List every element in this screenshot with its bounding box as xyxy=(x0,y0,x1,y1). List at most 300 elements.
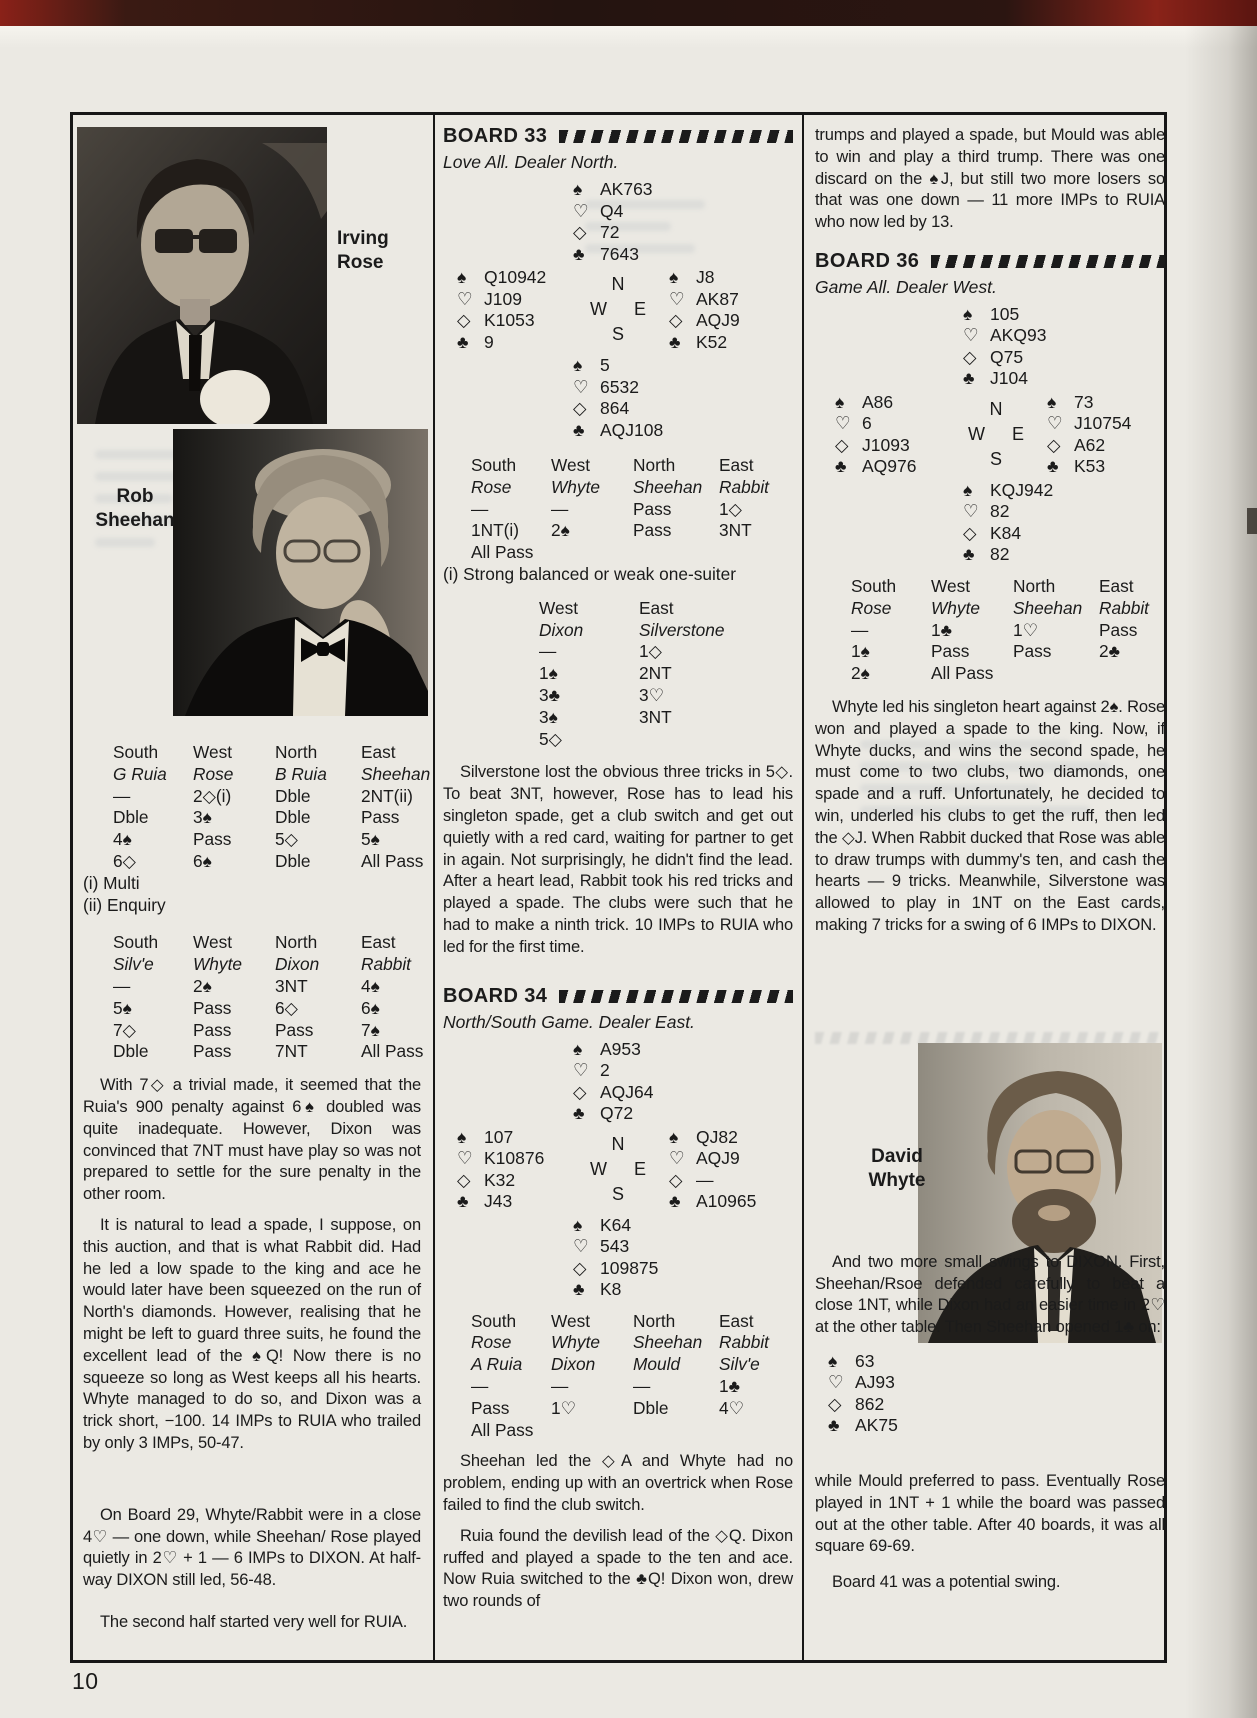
card-values: AQ976 xyxy=(862,456,917,477)
suit-row xyxy=(828,1415,1165,1437)
auction-cell: — xyxy=(539,641,557,662)
auction-cell: Pass xyxy=(633,498,672,519)
suit-row xyxy=(573,1279,793,1301)
card-values: AK763 xyxy=(600,179,653,199)
auction-cell xyxy=(1013,663,1099,685)
auction-bid-row xyxy=(113,976,421,998)
auction-cell: 7◇ xyxy=(113,1019,136,1040)
auction-footnote: (i) Strong balanced or weak one-suiter xyxy=(443,563,736,584)
auction-cell: North xyxy=(1013,575,1056,596)
auction-cell: Rabbit xyxy=(719,476,769,497)
diamond-icon: ◇ xyxy=(573,398,587,418)
suit-row xyxy=(573,1039,793,1061)
auction-cell: Rose xyxy=(471,1332,512,1353)
card-values: A10965 xyxy=(696,1191,757,1212)
auction-cell: 3NT xyxy=(719,520,752,541)
card-values: Q10942 xyxy=(484,267,547,287)
auction-cell: 6◇ xyxy=(113,850,136,871)
heart-icon: ♡ xyxy=(457,1148,473,1169)
deal-north xyxy=(573,1039,793,1125)
card-values: J10754 xyxy=(1074,413,1132,434)
auction-table-room1 xyxy=(83,742,431,916)
auction-cell: Pass xyxy=(193,829,232,850)
suit-row xyxy=(669,332,740,354)
card-values: 5 xyxy=(600,355,610,375)
north-hand xyxy=(573,179,793,265)
compass-east: E xyxy=(633,1158,646,1179)
board-36-header xyxy=(815,250,1165,273)
auction-bid-row xyxy=(113,786,421,808)
south-hand xyxy=(963,480,1165,566)
club-icon: ♣ xyxy=(457,331,469,352)
auction-cell: North xyxy=(275,932,318,953)
club-icon: ♣ xyxy=(573,1103,585,1124)
auction-cell: Pass xyxy=(1013,641,1052,662)
compass-west: W xyxy=(590,1158,607,1179)
auction-cell: 7♠ xyxy=(361,1019,380,1040)
board-33-conditions: Love All. Dealer North. xyxy=(443,152,619,172)
auction-cell: — xyxy=(633,1375,651,1396)
auction-cell: Rabbit xyxy=(719,1332,769,1353)
auction-header-row xyxy=(113,742,421,764)
auction-cell: Pass xyxy=(193,997,232,1018)
auction-cell: Dixon xyxy=(551,1354,596,1375)
auction-cell: 6◇ xyxy=(275,997,298,1018)
spade-icon: ♠ xyxy=(457,1126,467,1147)
heart-icon: ♡ xyxy=(1047,413,1063,434)
diamond-icon: ◇ xyxy=(835,434,849,455)
paragraph: while Mould preferred to pass. Eventually Rose played in 1NT + 1 while the board was passed out at the other table. After 40 boards, it was all square 69-69. xyxy=(815,1471,1165,1556)
auction-cell: West xyxy=(539,597,579,618)
compass-east: E xyxy=(1011,423,1024,444)
auction-cell xyxy=(633,1420,719,1442)
auction-players-row xyxy=(113,763,431,786)
auction-cell: North xyxy=(275,742,318,762)
paragraph: Board 41 was a potential swing. xyxy=(832,1573,1061,1592)
auction-bid-row xyxy=(539,685,793,707)
auction-bid-row xyxy=(539,729,793,751)
auction-table-board-33-open xyxy=(443,455,793,586)
auction-cell: — xyxy=(471,1375,489,1396)
club-icon: ♣ xyxy=(457,1191,469,1212)
heart-icon: ♡ xyxy=(573,1060,589,1081)
card-values: AQJ9 xyxy=(696,310,740,330)
card-values: K1053 xyxy=(484,310,535,330)
heart-icon: ♡ xyxy=(963,325,979,346)
suit-row xyxy=(835,392,967,414)
auction-cell: 2NT xyxy=(639,663,672,684)
card-values: Q75 xyxy=(990,346,1024,367)
card-values: Q72 xyxy=(600,1103,634,1124)
spade-icon: ♠ xyxy=(669,267,679,287)
deal-middle-row xyxy=(815,392,1165,478)
page-number: 10 xyxy=(72,1668,99,1694)
spade-icon: ♠ xyxy=(669,1126,679,1147)
diamond-icon: ◇ xyxy=(1047,434,1061,455)
suit-row xyxy=(457,332,589,354)
card-values: QJ82 xyxy=(696,1126,738,1147)
card-values: 72 xyxy=(600,222,620,242)
auction-bid-row xyxy=(471,1398,793,1420)
board-36-title: BOARD 36 xyxy=(815,249,920,272)
spade-icon: ♠ xyxy=(573,1038,583,1059)
auction-cell: Rose xyxy=(851,597,892,618)
auction-header-row xyxy=(113,932,421,954)
auction-cell xyxy=(551,542,633,564)
suit-row xyxy=(828,1351,1165,1373)
auction-cell: Sheehan xyxy=(1013,597,1083,618)
east-hand xyxy=(669,267,740,353)
card-values: K10876 xyxy=(484,1148,545,1169)
card-values: AKQ93 xyxy=(990,325,1047,346)
suit-row xyxy=(963,523,1165,545)
auction-bid-row xyxy=(471,1420,793,1442)
card-values: A62 xyxy=(1074,434,1106,455)
card-values: KQJ942 xyxy=(990,479,1054,500)
compass-west-east xyxy=(589,297,647,322)
auction-cell: 1♣ xyxy=(931,619,952,640)
auction-cell: East xyxy=(361,742,396,762)
auction-cell: All Pass xyxy=(361,1041,424,1062)
diamond-icon: ◇ xyxy=(828,1393,842,1414)
spade-icon: ♠ xyxy=(573,1214,583,1235)
auction-cell: West xyxy=(551,1310,591,1331)
auction-cell xyxy=(551,1420,633,1442)
caption-line: Sheehan xyxy=(95,510,175,531)
auction-cell: 3♣ xyxy=(539,684,560,705)
diamond-icon: ◇ xyxy=(573,1257,587,1278)
auction-cell: 4♡ xyxy=(719,1397,745,1418)
auction-header-row xyxy=(471,455,793,477)
south-hand xyxy=(573,355,793,441)
spade-icon: ♠ xyxy=(573,355,583,375)
auction-cell: 5◇ xyxy=(539,728,562,749)
deal-west xyxy=(457,267,589,353)
spade-icon: ♠ xyxy=(963,479,973,500)
auction-cell: 3♠ xyxy=(539,706,558,727)
board-36-section xyxy=(815,250,1165,937)
auction-bid-row xyxy=(113,850,424,873)
auction-cell: 5♠ xyxy=(361,829,380,850)
card-values: AQJ64 xyxy=(600,1081,654,1102)
auction-header-row xyxy=(539,598,793,620)
suit-row xyxy=(669,1170,756,1192)
auction-cell: Silv'e xyxy=(113,954,154,975)
auction-cell: East xyxy=(639,597,674,618)
auction-cell: 4♠ xyxy=(361,975,380,996)
club-icon: ♣ xyxy=(828,1415,840,1436)
board-33-header xyxy=(443,125,793,148)
suit-row xyxy=(457,289,589,311)
auction-cell: North xyxy=(633,455,676,475)
auction-bid-row xyxy=(851,663,1165,685)
auction-players-row xyxy=(471,477,793,499)
auction-cell: 2♣ xyxy=(1099,641,1120,662)
suit-row xyxy=(573,244,793,266)
compass-north: N xyxy=(611,1133,625,1154)
east-hand xyxy=(669,1127,756,1213)
card-values: 7643 xyxy=(600,243,639,264)
auction-cell: 4♠ xyxy=(113,829,132,850)
card-values: AK75 xyxy=(855,1415,898,1436)
compass-west: W xyxy=(968,423,985,444)
card-values: J104 xyxy=(990,368,1028,389)
suit-row xyxy=(963,304,1165,326)
auction-cell: 2NT(ii) xyxy=(361,785,413,806)
club-icon: ♣ xyxy=(573,243,585,264)
compass-west-east xyxy=(589,1157,647,1182)
auction-footnote: (ii) Enquiry xyxy=(83,894,166,915)
auction-cell: — xyxy=(551,1375,569,1396)
diamond-icon: ◇ xyxy=(457,1169,471,1190)
auction-bid-row xyxy=(851,641,1165,663)
board-36-conditions: Game All. Dealer West. xyxy=(815,276,997,297)
scan-artifact xyxy=(1247,508,1257,534)
south-hand xyxy=(573,1215,793,1301)
auction-cell: 1♣ xyxy=(719,1375,740,1396)
card-values: K64 xyxy=(600,1214,632,1235)
card-values: K8 xyxy=(600,1279,622,1300)
deal-south xyxy=(573,355,793,441)
suit-row xyxy=(573,201,793,223)
auction-cell xyxy=(639,729,793,751)
deal-middle-row xyxy=(443,267,793,353)
deal-east xyxy=(669,267,740,353)
suit-row xyxy=(573,420,793,442)
auction-header-row xyxy=(471,1311,793,1333)
photo-caption-rob-sheehan xyxy=(87,485,183,533)
suit-row xyxy=(963,480,1165,502)
column-rule xyxy=(802,115,804,1660)
auction-cell: South xyxy=(471,1310,517,1331)
board-34-conditions: North/South Game. Dealer East. xyxy=(443,1011,695,1032)
auction-cell: Dble xyxy=(113,807,149,828)
auction-cell: All Pass xyxy=(361,850,424,871)
auction-cell: West xyxy=(193,932,233,953)
compass-rose xyxy=(967,392,1025,478)
deal-east xyxy=(669,1127,756,1213)
heart-icon: ♡ xyxy=(828,1372,844,1393)
compass-rose xyxy=(589,267,647,353)
paragraph: Ruia found the devilish lead of the ◇Q. Dixon ruffed and played a spade to the ten and ace. Now Ruia switched to the ♣Q! Dixon won, drew two rounds of xyxy=(443,1526,793,1611)
suit-row xyxy=(573,1082,793,1104)
compass-west-east xyxy=(967,422,1025,447)
card-values: 63 xyxy=(855,1350,875,1371)
hatch-rule-icon xyxy=(559,130,793,143)
paragraph: Silverstone lost the obvious three tricks in 5◇. To beat 3NT, however, Rose has to lead his singleton spade, get a club switch and get out quietly with a red card, waiting for partner to get in again. Not surprisingly, he didn't find the lead. After a heart lead, Rabbit took his red tricks and played a spade. The clubs were such that he had to make a ninth trick. 10 IMPs to RUIA who led for the first time. xyxy=(443,763,793,956)
suit-row xyxy=(573,222,793,244)
card-values: 2 xyxy=(600,1060,610,1081)
compass-east: E xyxy=(633,299,646,319)
scan-top-edge xyxy=(0,0,1257,26)
card-values: 73 xyxy=(1074,391,1094,412)
suit-row xyxy=(669,1148,756,1170)
auction-cell: East xyxy=(719,455,754,475)
auction-cell: Sheehan xyxy=(633,1332,703,1353)
auction-cell: Dixon xyxy=(539,619,584,640)
paragraph: It is natural to lead a spade, I suppose, on this auction, and that is what Rabbit did. Had he led a low spade to the king and ace he would later have been squeezed on the run of North's diamonds. However, realising that he might be left to guard three suits, he found the excellent lead of the ♠Q! Now there is no squeeze so long as West keeps all his hearts. Whyte managed to do so, and Dixon was a trick short, −100. 14 IMPs to RUIA who trailed by only 3 IMPs, 50-47. xyxy=(83,1215,421,1452)
club-icon: ♣ xyxy=(835,456,847,477)
auction-cell: A Ruia xyxy=(471,1354,523,1375)
auction-bid-row xyxy=(113,807,421,829)
auction-cell: — xyxy=(113,975,131,996)
suit-row xyxy=(457,310,589,332)
auction-table-board-33-closed xyxy=(539,598,793,751)
auction-cell: Mould xyxy=(633,1354,681,1375)
card-values: J1093 xyxy=(862,434,910,455)
auction-cell: 1♠ xyxy=(851,641,870,662)
auction-cell: G Ruia xyxy=(113,763,167,784)
deal-east xyxy=(1047,392,1131,478)
caption-line: David xyxy=(871,1146,923,1167)
diamond-icon: ◇ xyxy=(573,222,587,242)
compass-north: N xyxy=(611,274,625,294)
auction-cell: 3NT xyxy=(639,706,672,727)
board-34-header xyxy=(443,985,793,1008)
auction-bid-row xyxy=(539,663,793,685)
auction-cell: West xyxy=(551,455,591,475)
auction-cell: 2♠ xyxy=(551,520,570,541)
deal-diagram-board-34 xyxy=(443,1039,793,1301)
deal-diagram-board-33 xyxy=(443,179,793,441)
club-icon: ♣ xyxy=(963,544,975,565)
board-34-section xyxy=(443,985,793,1613)
card-values: J43 xyxy=(484,1191,513,1212)
photo-irving-rose xyxy=(77,127,327,424)
auction-cell: 5♠ xyxy=(113,997,132,1018)
column-rule xyxy=(433,115,435,1660)
auction-cell: 3♠ xyxy=(193,807,212,828)
hatch-rule-icon xyxy=(559,990,793,1003)
paragraph: Sheehan led the ◇A and Whyte had no problem, ending up with an overtrick when Rose failed to find the club switch. xyxy=(443,1452,793,1514)
auction-cell: Whyte xyxy=(931,597,980,618)
page-edge-highlight xyxy=(0,26,1257,48)
card-values: — xyxy=(696,1169,714,1190)
card-values: 82 xyxy=(990,501,1010,522)
compass-south: S xyxy=(611,324,624,344)
card-values: 543 xyxy=(600,1236,630,1257)
auction-cell: West xyxy=(193,742,233,762)
suit-row xyxy=(573,398,793,420)
auction-cell: 1◇ xyxy=(639,641,662,662)
auction-cell: 1♠ xyxy=(539,663,558,684)
auction-cell: Pass xyxy=(633,520,672,541)
card-values: K53 xyxy=(1074,456,1106,477)
auction-cell: 2♠ xyxy=(193,975,212,996)
auction-cell xyxy=(633,542,719,564)
caption-line: Whyte xyxy=(868,1170,926,1191)
compass-west: W xyxy=(590,299,607,319)
auction-bid-row xyxy=(471,520,793,542)
suit-row xyxy=(457,267,589,289)
auction-table-board-34 xyxy=(471,1311,793,1442)
suit-row xyxy=(963,347,1165,369)
auction-cell: East xyxy=(1099,575,1134,596)
auction-cell: — xyxy=(113,785,131,806)
photo-gap xyxy=(815,946,1165,1252)
diamond-icon: ◇ xyxy=(573,1081,587,1102)
auction-players-row xyxy=(113,954,421,976)
auction-cell: — xyxy=(471,498,489,519)
card-values: Q4 xyxy=(600,200,624,221)
deal-diagram-board-36 xyxy=(815,304,1165,566)
card-values: AQJ108 xyxy=(600,419,664,440)
card-values: AK87 xyxy=(696,288,739,309)
suit-row xyxy=(573,1060,793,1082)
board-33-title: BOARD 33 xyxy=(443,125,548,147)
card-values: 864 xyxy=(600,398,630,418)
deal-south xyxy=(573,1215,793,1301)
paragraph: On Board 29, Whyte/Rabbit were in a close 4♡ — one down, while Sheehan/ Rose played quietly in 2♡ + 1 — 6 IMPs to DIXON. At half-way DIXON still led, 56-48. xyxy=(83,1505,421,1590)
photo-caption-irving-rose xyxy=(337,227,389,275)
page-curl-shadow xyxy=(1185,26,1257,1718)
diamond-icon: ◇ xyxy=(669,310,683,330)
auction-cell: 3♡ xyxy=(639,684,665,705)
middle-column xyxy=(443,125,793,1622)
deal-west xyxy=(835,392,967,478)
club-icon: ♣ xyxy=(573,419,585,440)
auction-cell: Dble xyxy=(113,1041,149,1062)
auction-bid-row xyxy=(539,641,793,663)
auction-cell: 2♠ xyxy=(851,663,870,684)
auction-cell: South xyxy=(851,575,897,596)
suit-row xyxy=(457,1148,589,1170)
auction-cell: East xyxy=(361,932,396,953)
suit-row xyxy=(573,1215,793,1237)
spade-icon: ♠ xyxy=(835,391,845,412)
right-column xyxy=(815,125,1165,1603)
west-hand xyxy=(457,1127,589,1213)
auction-cell: Dble xyxy=(633,1397,669,1418)
auction-cell: Pass xyxy=(361,807,400,828)
auction-cell: All Pass xyxy=(471,542,534,563)
hand xyxy=(828,1351,1165,1437)
paragraph: The second half started very well for RUIA. xyxy=(100,1612,408,1631)
auction-cell: South xyxy=(471,455,517,475)
auction-cell: 1◇ xyxy=(719,498,742,519)
auction-cell: Silv'e xyxy=(719,1354,760,1375)
auction-bid-row xyxy=(113,1020,421,1042)
suit-row xyxy=(828,1372,1165,1394)
board-33-section xyxy=(443,125,793,959)
suit-row xyxy=(828,1394,1165,1416)
club-icon: ♣ xyxy=(573,1279,585,1300)
auction-table-room2 xyxy=(113,932,424,1063)
caption-line: Rob xyxy=(116,486,154,507)
compass-rose xyxy=(589,1127,647,1213)
auction-players-row xyxy=(471,1354,793,1376)
auction-bid-row xyxy=(471,542,793,564)
suit-row xyxy=(835,456,967,478)
auction-bid-row xyxy=(113,829,421,851)
heart-icon: ♡ xyxy=(669,1148,685,1169)
suit-row xyxy=(1047,413,1131,435)
card-values: 6532 xyxy=(600,376,639,397)
photo-rob-sheehan xyxy=(173,429,428,716)
auction-cell: 1♡ xyxy=(551,1397,577,1418)
card-values: A86 xyxy=(862,391,894,412)
card-values: J109 xyxy=(484,288,522,309)
auction-cell: Pass xyxy=(275,1019,314,1040)
auction-cell: 3NT xyxy=(275,975,308,996)
suit-row xyxy=(835,413,967,435)
auction-cell: Whyte xyxy=(193,954,242,975)
deal-north xyxy=(573,179,793,265)
spade-icon: ♠ xyxy=(828,1350,838,1371)
auction-cell: Dble xyxy=(275,850,311,871)
auction-cell xyxy=(1099,663,1165,685)
auction-bid-row xyxy=(471,499,793,521)
